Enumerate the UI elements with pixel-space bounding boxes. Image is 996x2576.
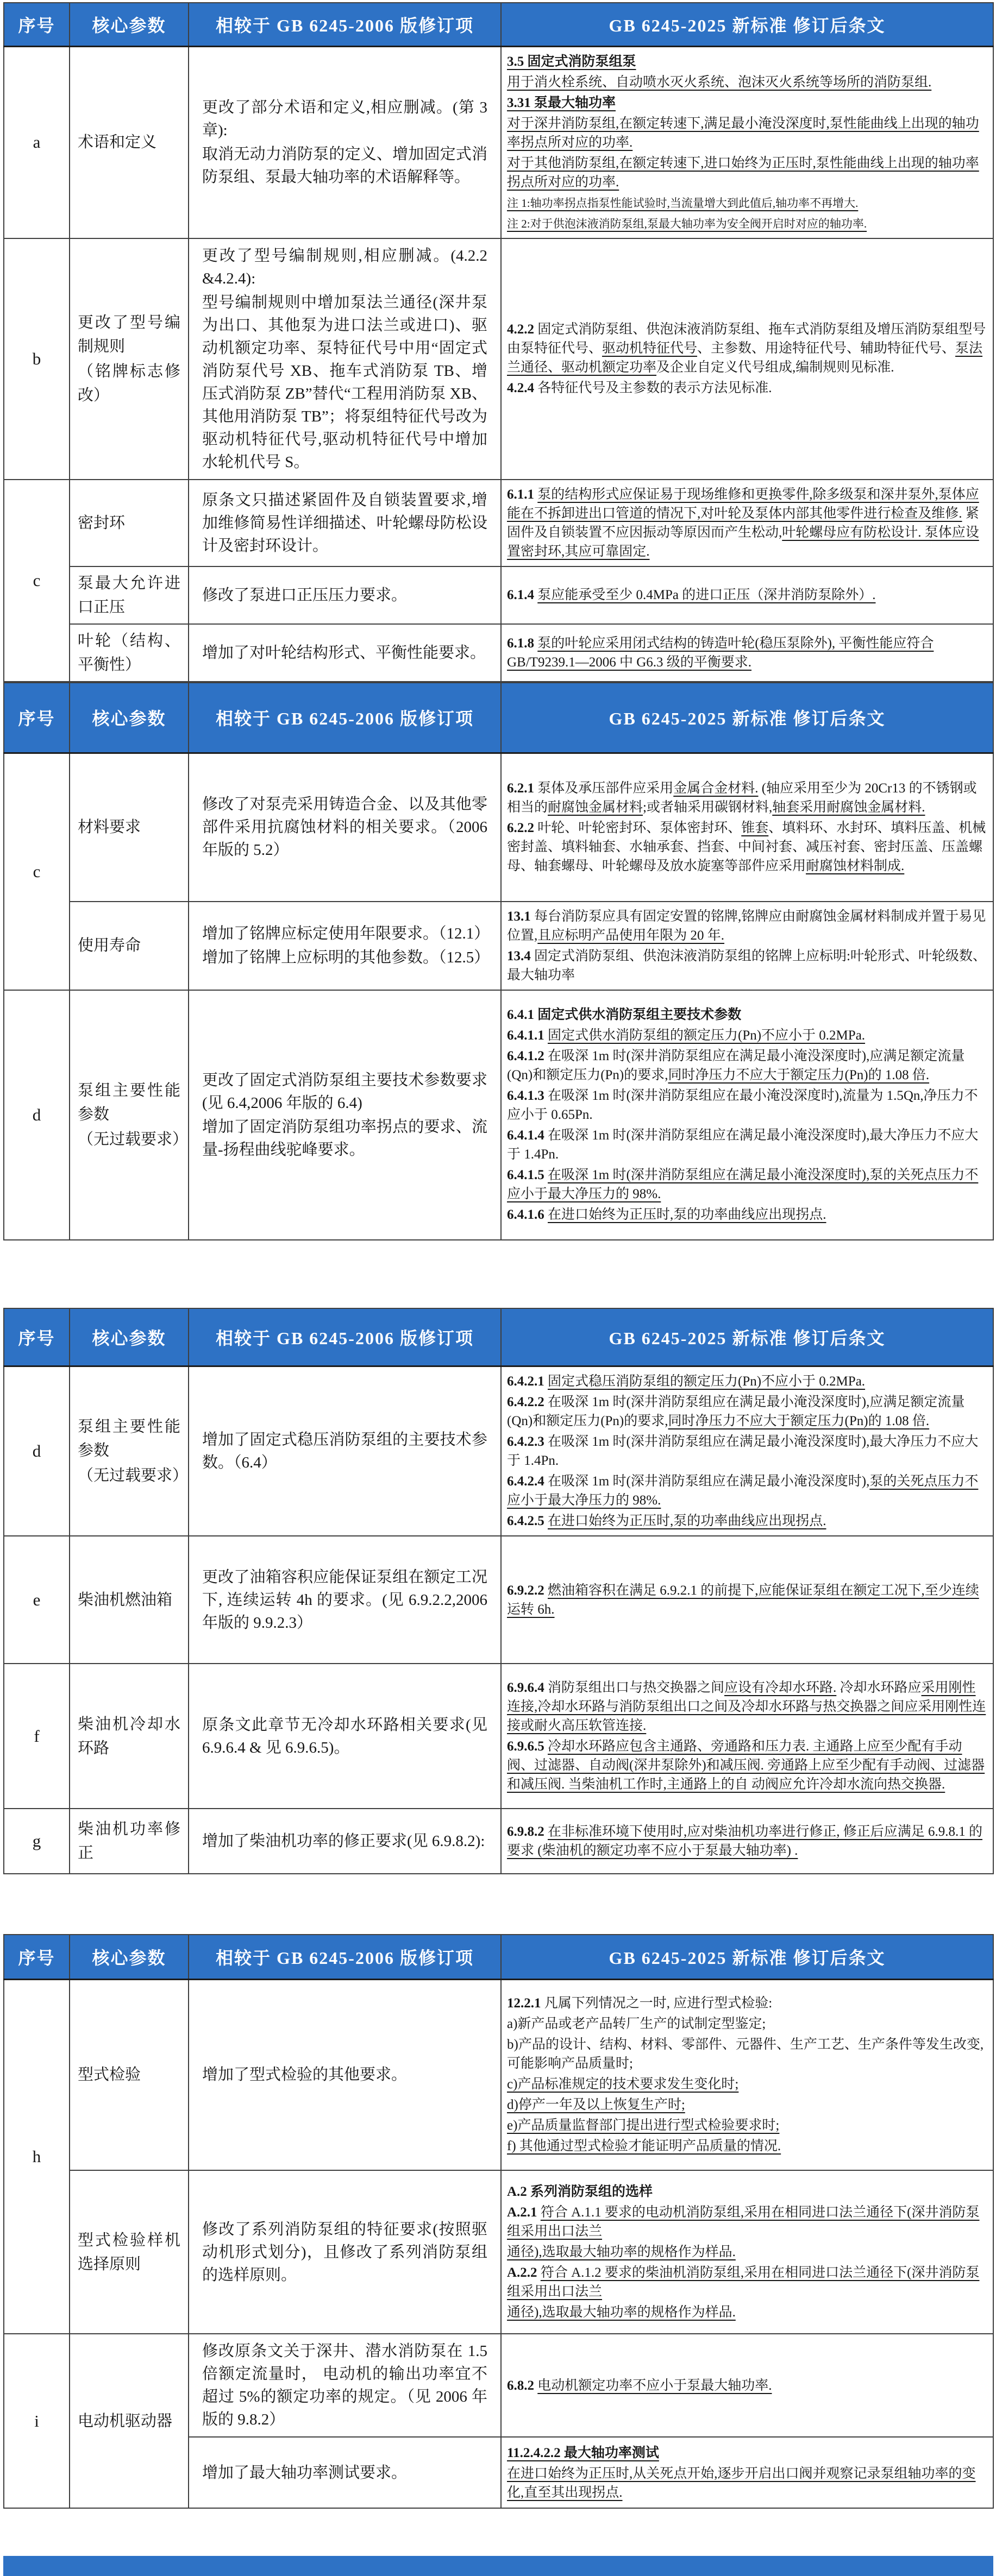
text-paragraph: 6.4.2.3 在吸深 1m 时(深井消防泵组应在满足最小淹没深度时),最大净压力不应大于 1.4Pn. [507, 1434, 979, 1468]
header-col-1: 序号 [4, 1308, 70, 1366]
text-paragraph: 6.4.1.1 固定式供水消防泵组的额定压力(Pn)不应小于 0.2MPa. [507, 1028, 866, 1043]
text-paragraph: A.2.1 符合 A.1.1 要求的电动机消防泵组,采用在相同进口法兰通径下(深井消防泵组采用出口法兰 [507, 2205, 980, 2239]
cell-core-parameter [70, 566, 189, 624]
cell-core-parameter [70, 753, 189, 902]
cell-revision-vs-2006 [189, 2334, 501, 2437]
text-paragraph: b)产品的设计、结构、材料、零部件、元器件、生产工艺、生产条件等发生改变, 可能影响产品质量时; [507, 2037, 984, 2071]
text-paragraph: 3.31 泵最大轴功率 [507, 95, 616, 110]
header-col-4: GB 6245-2025 新标准 修订后条文 [501, 1308, 993, 1366]
header-col-3: 相较于 GB 6245-2006 版修订项 [189, 1935, 501, 1979]
text-paragraph: 11.2.4.2.2 最大轴功率测试 [507, 2445, 659, 2460]
text-paragraph: 泵最大允许进口正压 [78, 574, 180, 616]
table-row [4, 753, 993, 902]
table-row [4, 238, 993, 480]
cell-revision-vs-2006 [189, 1809, 501, 1874]
cell-new-standard-text [501, 480, 993, 566]
text-paragraph: 修改了对泵壳采用铸造合金、以及其他零部件采用抗腐蚀材料的相关要求。（2006 年版的 5.2） [202, 796, 487, 859]
text-paragraph: 柴油机燃油箱 [78, 1591, 173, 1609]
text-paragraph: 材料要求 [78, 818, 141, 836]
text-paragraph: （无过载要求） [78, 1130, 189, 1148]
text-paragraph: 4.2.4 各特征代号及主参数的表示方法见标准. [507, 381, 772, 395]
cell-new-standard-text [501, 566, 993, 624]
text-paragraph: 6.1.8 泵的叶轮应采用闭式结构的铸造叶轮(稳压泵除外), 平衡性能应符合 GB/T9239.1—2006 中 G6.3 级的平衡要求. [507, 635, 934, 670]
header-col-3: 相较于 GB 6245-2006 版修订项 [189, 1308, 501, 1366]
header-col-2: 核心参数 [70, 1308, 189, 1366]
table-row [4, 1809, 993, 1874]
text-paragraph: 型号编制规则中增加泵法兰通径(深井泵为出口、其他泵为进口法兰或进口)、驱动机额定功率、泵特征代号中用“固定式消防泵代号 XB、拖车式消防泵 TB、增压式消防泵 ZB”替代“工程用消防泵 XB、其他用消防泵 TB”；将泵组特征代号改为驱动机特征代号,驱动机特征代号中增加水轮机代号 S。 [202, 293, 487, 471]
text-paragraph: 6.4.1.3 在吸深 1m 时(深井消防泵组应在最小淹没深度时),流量为 1.5Qn,净压力不应小于 0.65Pn. [507, 1088, 978, 1122]
text-paragraph: 6.4.2.2 在吸深 1m 时(深井消防泵组应在满足最小淹没深度时),应满足额定流量(Qn)和额定压力(Pn)的要求,同时净压力不应大于额定压力(Pn)的 1.08 倍. [507, 1395, 965, 1428]
text-paragraph: 13.1 每台消防泵应具有固定安置的铭牌,铭牌应由耐腐蚀金属材料制成并置于易见位置,且应标明产品使用年限为 20 年. [507, 909, 986, 943]
text-paragraph: 增加了固定式稳压消防泵组的主要技术参数。（6.4） [202, 1431, 487, 1471]
text-paragraph: 增加了最大轴功率测试要求。 [202, 2464, 408, 2481]
table-header-row [4, 3, 993, 46]
text-paragraph: 柴油机冷却水环路 [78, 1715, 180, 1757]
table-row [4, 566, 993, 624]
text-paragraph: 增加了柴油机功率的修正要求(见 6.9.8.2): [202, 1832, 485, 1850]
cell-new-standard-text [501, 46, 993, 238]
cell-revision-vs-2006 [189, 566, 501, 624]
table-row [4, 1366, 993, 1536]
text-paragraph: 叶轮（结构、平衡性） [78, 632, 180, 673]
cell-new-standard-text [501, 2334, 993, 2437]
cell-core-parameter [70, 1536, 189, 1664]
cell-row-index-h: h [4, 1979, 70, 2334]
section-gap [3, 1240, 993, 1308]
text-paragraph: A.2.2 符合 A.1.2 要求的柴油机消防泵组,采用在相同进口法兰通径下(深井消防泵组采用出口法兰 [507, 2265, 980, 2299]
cell-revision-vs-2006 [189, 2170, 501, 2334]
header-col-4: GB 6245-2025 新标准 修订后条文 [501, 683, 993, 753]
text-paragraph: （无过载要求） [78, 1467, 189, 1484]
text-paragraph: （铭牌标志修改） [78, 362, 180, 404]
text-paragraph: 在进口始终为正压时,从关死点开始,逐步开启出口阀并观察记录泵组轴功率的变化,直至其出现拐点. [507, 2466, 976, 2500]
header-col-3: 相较于 GB 6245-2006 版修订项 [189, 683, 501, 753]
cell-new-standard-text [501, 2437, 993, 2508]
header-col-1: 序号 [4, 683, 70, 753]
cell-core-parameter [70, 624, 189, 682]
cell-row-index-f: f [4, 1664, 70, 1809]
text-paragraph: 6.1.4 泵应能承受至少 0.4MPa 的进口正压（深井消防泵除外）. [507, 588, 876, 602]
cell-new-standard-text [501, 624, 993, 682]
cell-core-parameter [70, 1366, 189, 1536]
text-paragraph: 更改了型号编制规则 [78, 313, 180, 355]
cell-revision-vs-2006 [189, 480, 501, 566]
text-paragraph: 6.4.1.2 在吸深 1m 时(深井消防泵组应在满足最小淹没深度时),应满足额定流量(Qn)和额定压力(Pn)的要求,同时净压力不应大于额定压力(Pn)的 1.08 倍. [507, 1049, 965, 1082]
header-col-4: GB 6245-2025 新标准 修订后条文 [501, 3, 993, 46]
text-paragraph: 6.2.2 叶轮、叶轮密封环、泵体密封环、锥套、填料环、水封环、填料压盖、机械密封盖、填料轴套、水轴承套、挡套、中间衬套、减压衬套、密封压盖、压盖螺母、轴套螺母、叶轮螺母及放水旋塞等部件应采用耐腐蚀材料制成. [507, 821, 986, 874]
section-gap [3, 1874, 993, 1934]
text-paragraph: 6.4.1.5 在吸深 1m 时(深井消防泵组应在满足最小淹没深度时),泵的关死点压力不应小于最大净压力的 98%. [507, 1168, 979, 1201]
text-paragraph: 取消无动力消防泵的定义、增加固定式消防泵组、泵最大轴功率的术语解释等。 [202, 146, 487, 186]
header-col-1: 序号 [4, 3, 70, 46]
header-col-4: GB 6245-2025 新标准 修订后条文 [501, 1935, 993, 1979]
header-col-2: 核心参数 [70, 3, 189, 46]
text-paragraph: 增加了型式检验的其他要求。 [202, 2066, 408, 2084]
cell-new-standard-text [501, 1809, 993, 1874]
text-paragraph: 6.9.6.5 冷却水环路应包含主通路、旁通路和压力表. 主通路上应至少配有手动阀、过滤器、自动阀(深井泵除外)和减压阀. 旁通路上应至少配有手动阀、过滤器和减压阀. 当柴油机工作时,主通路上的自 动阀应允许冷却水流向热交换器. [507, 1739, 985, 1792]
text-paragraph: a)新产品或老产品转厂生产的试制定型鉴定; [507, 2017, 766, 2032]
header-col-2: 核心参数 [70, 683, 189, 753]
text-paragraph: 型式检验 [78, 2066, 141, 2084]
cell-core-parameter [70, 1664, 189, 1809]
cell-revision-vs-2006 [189, 902, 501, 990]
text-paragraph: 6.4.2.1 固定式稳压消防泵组的额定压力(Pn)不应小于 0.2MPa. [507, 1374, 866, 1389]
cell-core-parameter [70, 2170, 189, 2334]
text-paragraph: 柴油机功率修正 [78, 1821, 180, 1862]
cell-row-index-a: a [4, 46, 70, 238]
table-row [4, 2170, 993, 2334]
cell-core-parameter [70, 46, 189, 238]
table-row [4, 990, 993, 1240]
text-paragraph: c)产品标准规定的技术要求发生变化时; [507, 2077, 739, 2092]
text-paragraph: 6.4.1.6 在进口始终为正压时,泵的功率曲线应出现拐点. [507, 1207, 826, 1222]
text-paragraph: 6.4.2.4 在吸深 1m 时(深井消防泵组应在满足最小淹没深度时),泵的关死点压力不应小于最大净压力的 98%. [507, 1474, 979, 1508]
text-paragraph: 6.8.2 电动机额定功率不应小于泵最大轴功率. [507, 2378, 772, 2393]
text-paragraph: 修改了泵进口正压压力要求。 [202, 586, 408, 604]
text-paragraph: 6.4.1 固定式供水消防泵组主要技术参数 [507, 1007, 742, 1022]
table-header-row [4, 1308, 993, 1366]
cell-new-standard-text [501, 902, 993, 990]
text-paragraph: 更改了油箱容积应能保证泵组在额定工况下, 连续运转 4h 的要求。(见 6.9.2.2,2006 年版的 9.9.2.3） [202, 1568, 487, 1632]
cell-core-parameter [70, 238, 189, 480]
cell-revision-vs-2006 [189, 990, 501, 1240]
text-paragraph: 6.4.2.5 在进口始终为正压时,泵的功率曲线应出现拐点. [507, 1514, 826, 1528]
text-paragraph: 3.5 固定式消防泵组泵 [507, 54, 636, 69]
bottom-spacer [0, 2509, 996, 2556]
partial-header-bar [3, 2556, 993, 2576]
comparison-table-section-2 [3, 682, 994, 1240]
comparison-table-section-4 [3, 1934, 994, 2509]
text-paragraph: 使用寿命 [78, 937, 141, 954]
text-paragraph: e)产品质量监督部门提出进行型式检验要求时; [507, 2118, 780, 2133]
text-paragraph: 电动机驱动器 [78, 2412, 173, 2430]
cell-new-standard-text [501, 753, 993, 902]
cell-row-index-b: b [4, 238, 70, 480]
text-paragraph: 原条文只描述紧固件及自锁装置要求,增加维修简易性详细描述、叶轮螺母防松设计及密封环设计。 [202, 491, 487, 555]
text-paragraph: 增加了铭牌应标定使用年限要求。（12.1） [202, 925, 490, 942]
cell-row-index-d: d [4, 990, 70, 1240]
cell-new-standard-text [501, 238, 993, 480]
text-paragraph: 通径),选取最大轴功率的规格作为样品. [507, 2245, 736, 2259]
text-paragraph: 用于消火栓系统、自动喷水灭火系统、泡沫灭火系统等场所的消防泵组. [507, 74, 932, 90]
cell-revision-vs-2006 [189, 1979, 501, 2170]
cell-revision-vs-2006 [189, 753, 501, 902]
table-row [4, 480, 993, 566]
text-paragraph: 更改了型号编制规则,相应删减。(4.2.2 &4.2.4): [202, 247, 487, 287]
cell-row-index-g: g [4, 1809, 70, 1874]
text-paragraph: 6.9.2.2 燃油箱容积在满足 6.9.2.1 的前提下,应能保证泵组在额定工况下,至少连续运转 6h. [507, 1583, 979, 1617]
cell-row-index-c: c [4, 480, 70, 682]
text-paragraph: 增加了对叶轮结构形式、平衡性能要求。 [202, 644, 486, 662]
cell-new-standard-text [501, 1664, 993, 1809]
table-header-row [4, 1935, 993, 1979]
cell-row-index-e: e [4, 1536, 70, 1664]
cell-new-standard-text [501, 1536, 993, 1664]
text-paragraph: 型式检验样机选择原则 [78, 2231, 180, 2273]
text-paragraph: 修改原条文关于深井、潜水消防泵在 1.5 倍额定流量时， 电动机的输出功率宜不超过 5%的额定功率的规定。（见 2006 年版的 9.8.2） [202, 2342, 487, 2428]
text-paragraph: 对于其他消防泵组,在额定转速下,进口始终为正压时,泵性能曲线上出现的轴功率拐点所对应的功率. [507, 155, 979, 190]
text-paragraph: 更改了部分术语和定义,相应删减。(第 3 章): [202, 99, 487, 139]
text-paragraph: 6.1.1 泵的结构形式应保证易于现场维修和更换零件,除多级泵和深井泵外,泵体应能在不拆卸进出口管道的情况下,对叶轮及泵体内部其他零件进行检查及维修. 紧固件及自锁装置不应因振动等原因而产生松动,叶轮螺母应有防松设计. 泵体应设置密封环,其应可靠固定. [507, 487, 979, 559]
text-paragraph: 更改了固定式消防泵组主要技术参数要求(见 6.4,2006 年版的 6.4) [202, 1071, 487, 1112]
cell-core-parameter [70, 1809, 189, 1874]
text-paragraph: 术语和定义 [78, 134, 157, 151]
cell-revision-vs-2006 [189, 1664, 501, 1809]
cell-row-index-i: i [4, 2334, 70, 2508]
text-paragraph: 注 1:轴功率拐点指泵性能试验时,当流量增大到此值后,轴功率不再增大. [507, 196, 859, 210]
text-paragraph: 密封环 [78, 514, 126, 532]
cell-revision-vs-2006 [189, 624, 501, 682]
cell-revision-vs-2006 [189, 2437, 501, 2508]
text-paragraph: 12.2.1 凡属下列情况之一时, 应进行型式检验: [507, 1996, 773, 2011]
text-paragraph: 6.2.1 泵体及承压部件应采用金属合金材料. (轴应采用至少为 20Cr13 的不锈钢或相当的耐腐蚀金属材料;或者轴采用碳钢材料,轴套采用耐腐蚀金属材料. [507, 781, 977, 815]
text-paragraph: d)停产一年及以上恢复生产时; [507, 2098, 685, 2113]
text-paragraph: 6.9.6.4 消防泵组出口与热交换器之间应设有冷却水环路. 冷却水环路应采用刚性连接,冷却水环路与消防泵组出口之间及冷却水环路与热交换器之间应采用刚性连接或耐火高压软管连接. [507, 1680, 986, 1733]
cell-core-parameter [70, 990, 189, 1240]
text-paragraph: 4.2.2 固定式消防泵组、供泡沫液消防泵组、拖车式消防泵组及增压消防泵组型号由泵特征代号、驱动机特征代号、主参数、用途特征代号、辅助特征代号、泵法兰通径、驱动机额定功率及企业自定义代号组成,编制规则见标准. [507, 322, 986, 375]
text-paragraph: 增加了固定消防泵组功率拐点的要求、流量-扬程曲线驼峰要求。 [202, 1118, 487, 1158]
cell-revision-vs-2006 [189, 1536, 501, 1664]
table-row [4, 46, 993, 238]
text-paragraph: 注 2:对于供泡沫液消防泵组,泵最大轴功率为安全阀开启时对应的轴功率. [507, 217, 867, 230]
text-paragraph: 泵组主要性能参数 [78, 1418, 180, 1459]
comparison-table-section-1 [3, 2, 994, 682]
table-row [4, 902, 993, 990]
text-paragraph: 原条文此章节无冷却水环路相关要求(见 6.9.6.4 & 见 6.9.6.5)。 [202, 1716, 487, 1756]
cell-revision-vs-2006 [189, 46, 501, 238]
text-paragraph: 泵组主要性能参数 [78, 1081, 180, 1123]
cell-core-parameter [70, 2334, 189, 2508]
text-paragraph: A.2 系列消防泵组的选样 [507, 2184, 653, 2199]
text-paragraph: 13.4 固定式消防泵组、供泡沫液消防泵组的铭牌上应标明:叶轮形式、叶轮级数、最大轴功率 [507, 948, 986, 982]
cell-row-index-d: d [4, 1366, 70, 1536]
header-col-1: 序号 [4, 1935, 70, 1979]
cell-revision-vs-2006 [189, 238, 501, 480]
table-row [4, 2334, 993, 2437]
cell-new-standard-text [501, 990, 993, 1240]
text-paragraph: 6.9.8.2 在非标准环境下使用时,应对柴油机功率进行修正, 修正后应满足 6.9.8.1 的要求 (柴油机的额定功率不应小于泵最大轴功率) . [507, 1824, 983, 1858]
header-col-3: 相较于 GB 6245-2006 版修订项 [189, 3, 501, 46]
cell-core-parameter [70, 1979, 189, 2170]
text-paragraph: 通径),选取最大轴功率的规格作为样品. [507, 2305, 736, 2320]
cell-core-parameter [70, 480, 189, 566]
table-row [4, 1664, 993, 1809]
comparison-table-section-3 [3, 1308, 994, 1875]
text-paragraph: 修改了系列消防泵组的特征要求(按照驱动机形式划分)，且修改了系列消防泵组的选样原则。 [202, 2220, 487, 2284]
table-row [4, 1979, 993, 2170]
text-paragraph: 增加了铭牌上应标明的其他参数。（12.5） [202, 949, 490, 966]
table-row [4, 1536, 993, 1664]
cell-revision-vs-2006 [189, 1366, 501, 1536]
cell-new-standard-text [501, 1366, 993, 1536]
table-row [4, 624, 993, 682]
cell-core-parameter [70, 902, 189, 990]
table-header-row [4, 683, 993, 753]
text-paragraph: f) 其他通过型式检验才能证明产品质量的情况. [507, 2139, 781, 2154]
text-paragraph: 对于深井消防泵组,在额定转速下,满足最小淹没深度时,泵性能曲线上出现的轴功率拐点所对应的功率. [507, 116, 979, 150]
cell-new-standard-text [501, 2170, 993, 2334]
cell-row-index-c: c [4, 753, 70, 990]
text-paragraph: 6.4.1.4 在吸深 1m 时(深井消防泵组应在满足最小淹没深度时),最大净压力不应大于 1.4Pn. [507, 1128, 979, 1162]
cell-new-standard-text [501, 1979, 993, 2170]
header-col-2: 核心参数 [70, 1935, 189, 1979]
